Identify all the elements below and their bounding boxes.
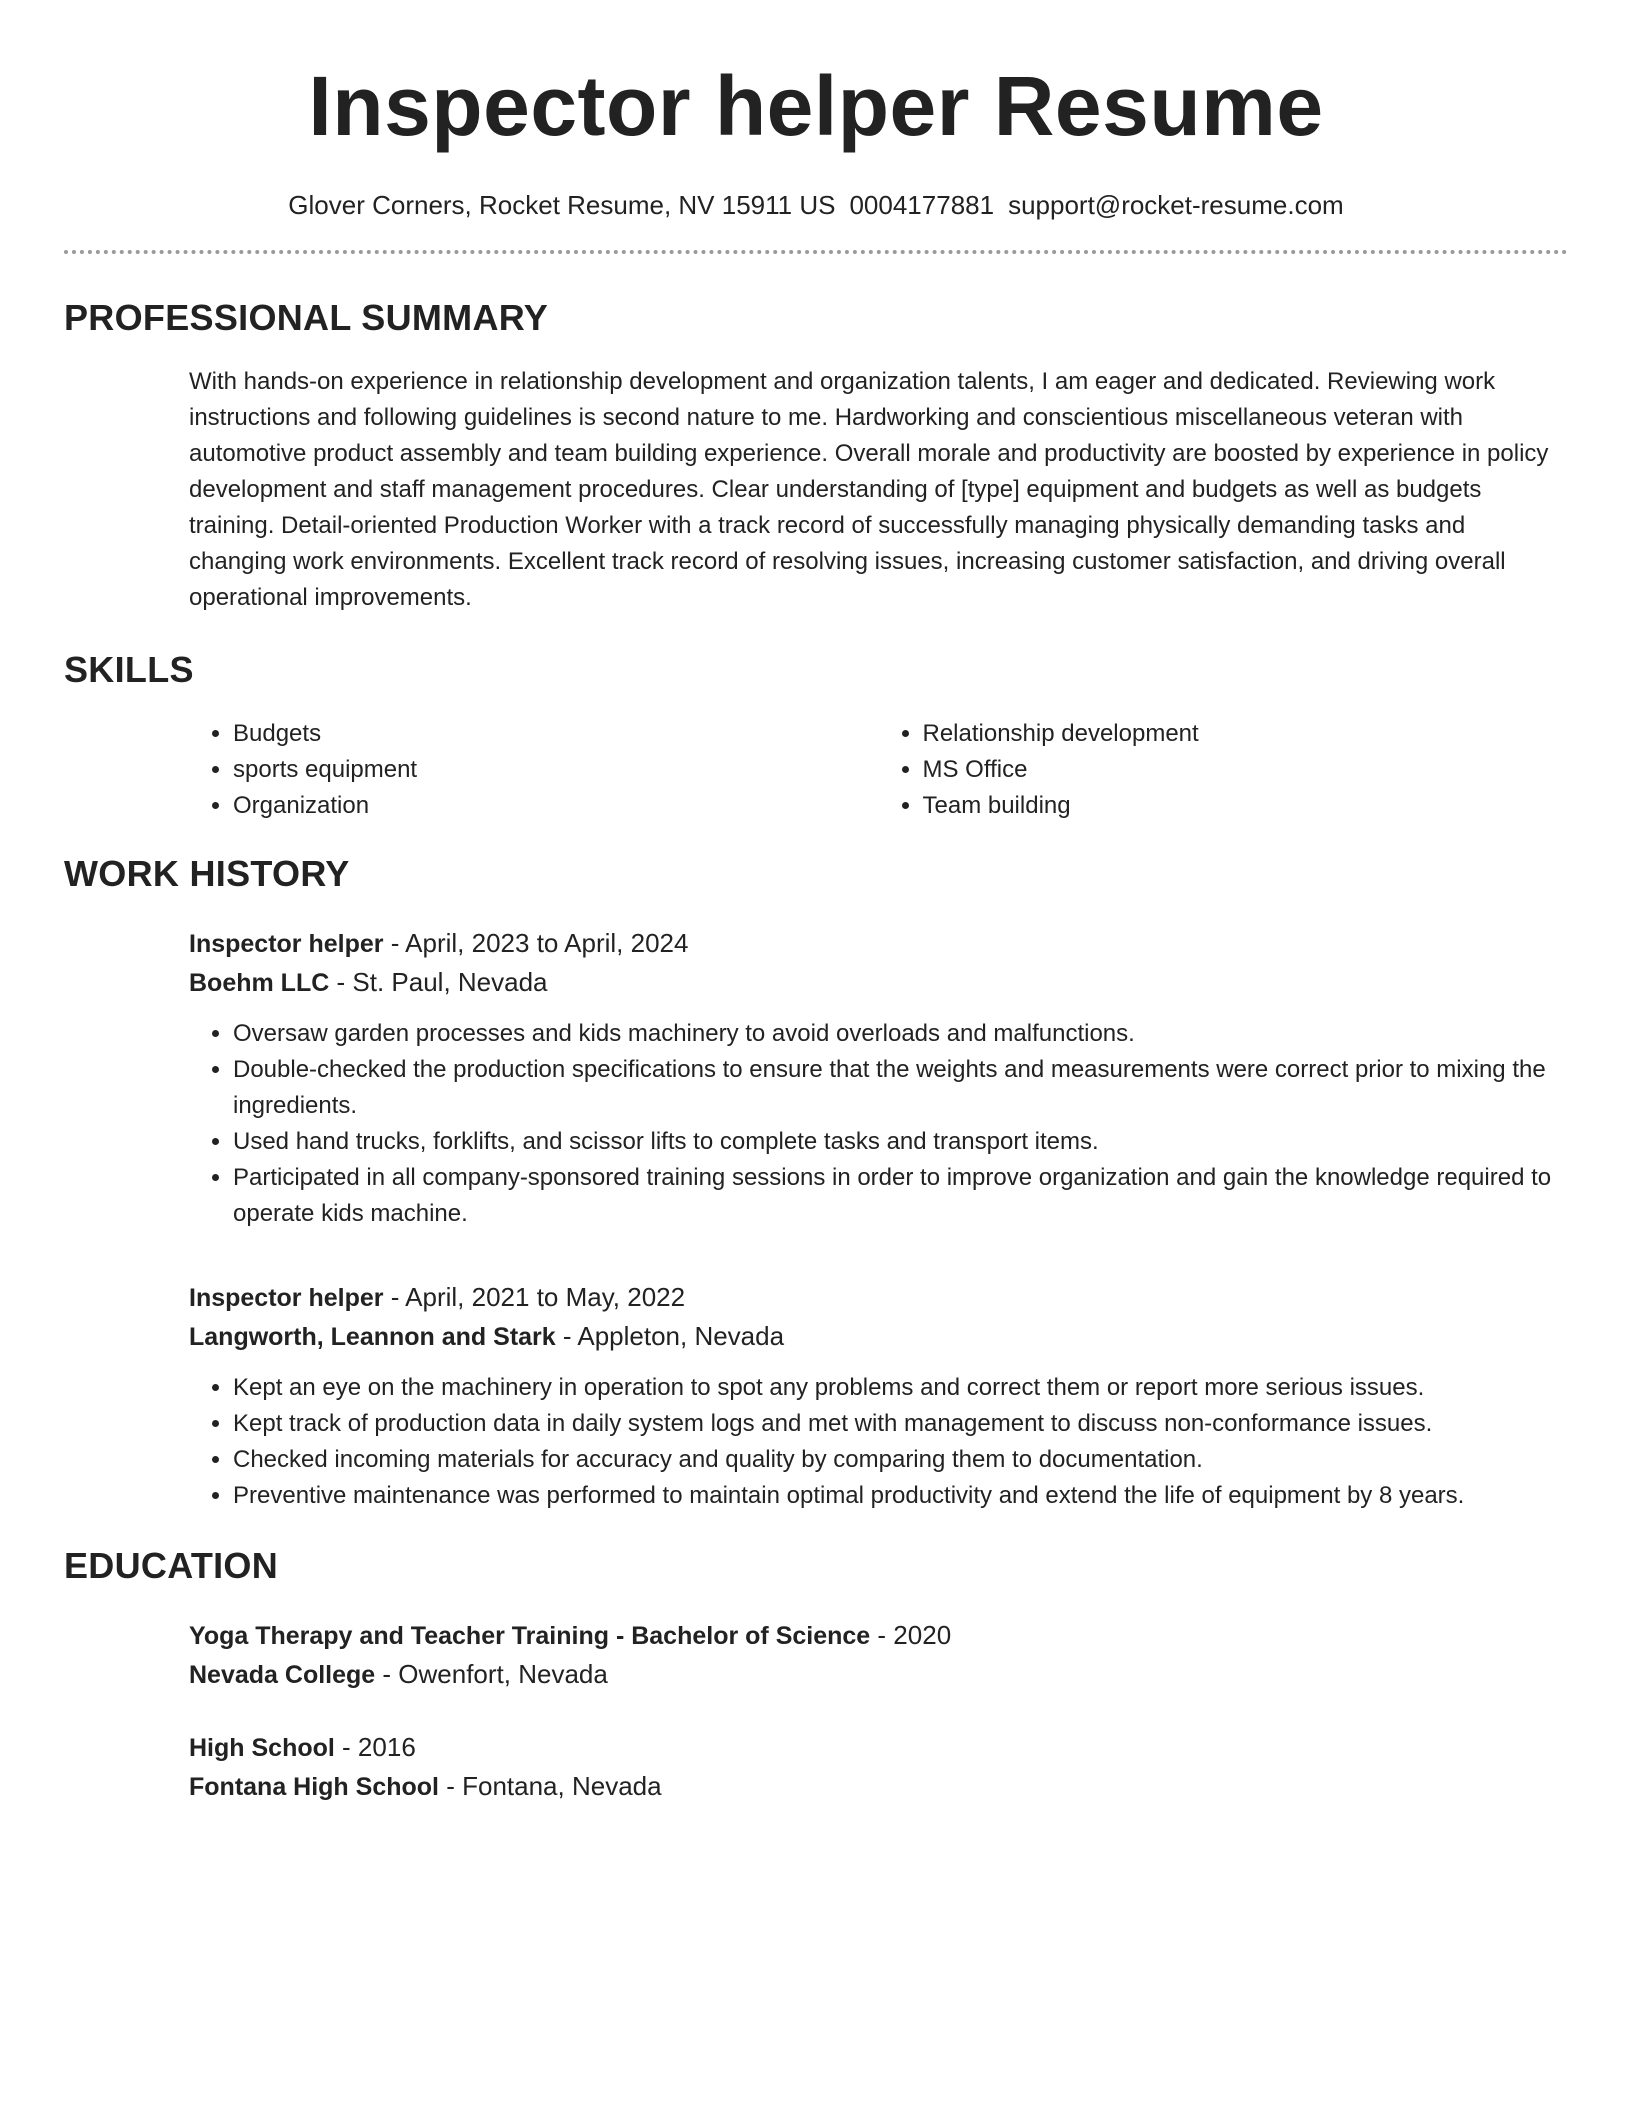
skill-item: • sports equipment [233, 752, 879, 788]
education-location: - Fontana, Nevada [439, 1771, 662, 1801]
job-company: Boehm LLC [189, 969, 330, 997]
job-dates: - April, 2023 to April, 2024 [383, 928, 689, 958]
education-school-line [189, 1767, 1568, 1806]
job-company-line [189, 963, 1568, 1002]
job-bullet: • Double-checked the production specifications to ensure that the weights and measurements were correct prior to mixing the ingredients. [233, 1052, 1568, 1124]
job-bullet: • Kept track of production data in daily system logs and met with management to discuss non-conformance issues. [233, 1406, 1568, 1442]
education-school-line [189, 1655, 1568, 1694]
skill-item: • Organization [233, 788, 879, 824]
job-bullet: • Used hand trucks, forklifts, and scissor lifts to complete tasks and transport items. [233, 1124, 1568, 1160]
job-location: - Appleton, Nevada [555, 1321, 785, 1351]
job-bullets [189, 1370, 1568, 1514]
education-school: Nevada College [189, 1661, 376, 1689]
contact-email: support@rocket-resume.com [1008, 190, 1344, 220]
contact-address: Glover Corners, Rocket Resume, NV 15911 US [288, 190, 836, 220]
job-entry [189, 924, 1568, 1232]
skills-list [189, 716, 1568, 824]
job-company: Langworth, Leannon and Stark [189, 1323, 556, 1351]
resume-title: Inspector helper Resume [308, 59, 1324, 153]
job-bullet: • Oversaw garden processes and kids machinery to avoid overloads and malfunctions. [233, 1016, 1568, 1052]
contact-phone: 0004177881 [849, 190, 995, 220]
education-entry [189, 1728, 1568, 1806]
job-bullet: • Kept an eye on the machinery in operation to spot any problems and correct them or report more serious issues. [233, 1370, 1568, 1406]
job-title-line [189, 924, 1568, 963]
skills-column-2 [879, 716, 1569, 824]
job-location: - St. Paul, Nevada [329, 967, 548, 997]
education-year: - 2016 [334, 1732, 416, 1762]
job-bullet: • Checked incoming materials for accuracy and quality by comparing them to documentation. [233, 1442, 1568, 1478]
skills-heading: SKILLS [64, 649, 194, 690]
education-entry [189, 1616, 1568, 1694]
header-divider [64, 250, 1568, 254]
job-title-line [189, 1278, 1568, 1317]
education-year: - 2020 [870, 1620, 952, 1650]
job-entry [189, 1278, 1568, 1514]
summary-heading: PROFESSIONAL SUMMARY [64, 297, 549, 338]
education-heading: EDUCATION [64, 1545, 279, 1586]
skill-item: • MS Office [923, 752, 1569, 788]
job-bullet: • Preventive maintenance was performed to maintain optimal productivity and extend the life of equipment by 8 years. [233, 1478, 1568, 1514]
contact-line [64, 188, 1568, 222]
skill-item: • Budgets [233, 716, 879, 752]
work-history-heading: WORK HISTORY [64, 853, 350, 894]
summary-text: With hands-on experience in relationship development and organization talents, I am eager and dedicated. Reviewing work instructions and following guidelines is second nature to me. Hardworking and conscientious miscellaneous veteran with automotive product assembly and team building experience. Overall morale and productivity are boosted by experience in policy development and staff management procedures. Clear understanding of [type] equipment and budgets as well as budgets training. Detail-oriented Production Worker with a track record of successfully managing physically demanding tasks and changing work environments. Excellent track record of resolving issues, increasing customer satisfaction, and driving overall operational improvements. [189, 368, 1549, 611]
job-role: Inspector helper [189, 930, 384, 958]
skills-column-1 [189, 716, 879, 824]
skill-item: • Relationship development [923, 716, 1569, 752]
education-degree-line [189, 1616, 1568, 1655]
skill-item: • Team building [923, 788, 1569, 824]
job-role: Inspector helper [189, 1284, 384, 1312]
education-location: - Owenfort, Nevada [375, 1659, 608, 1689]
education-degree-line [189, 1728, 1568, 1767]
job-bullets [189, 1016, 1568, 1232]
job-company-line [189, 1317, 1568, 1356]
job-bullet: • Participated in all company-sponsored training sessions in order to improve organization and gain the knowledge required to operate kids machine. [233, 1160, 1568, 1232]
education-degree: High School [189, 1734, 335, 1762]
job-dates: - April, 2021 to May, 2022 [383, 1282, 686, 1312]
education-school: Fontana High School [189, 1773, 439, 1801]
education-degree: Yoga Therapy and Teacher Training - Bachelor of Science [189, 1622, 871, 1650]
